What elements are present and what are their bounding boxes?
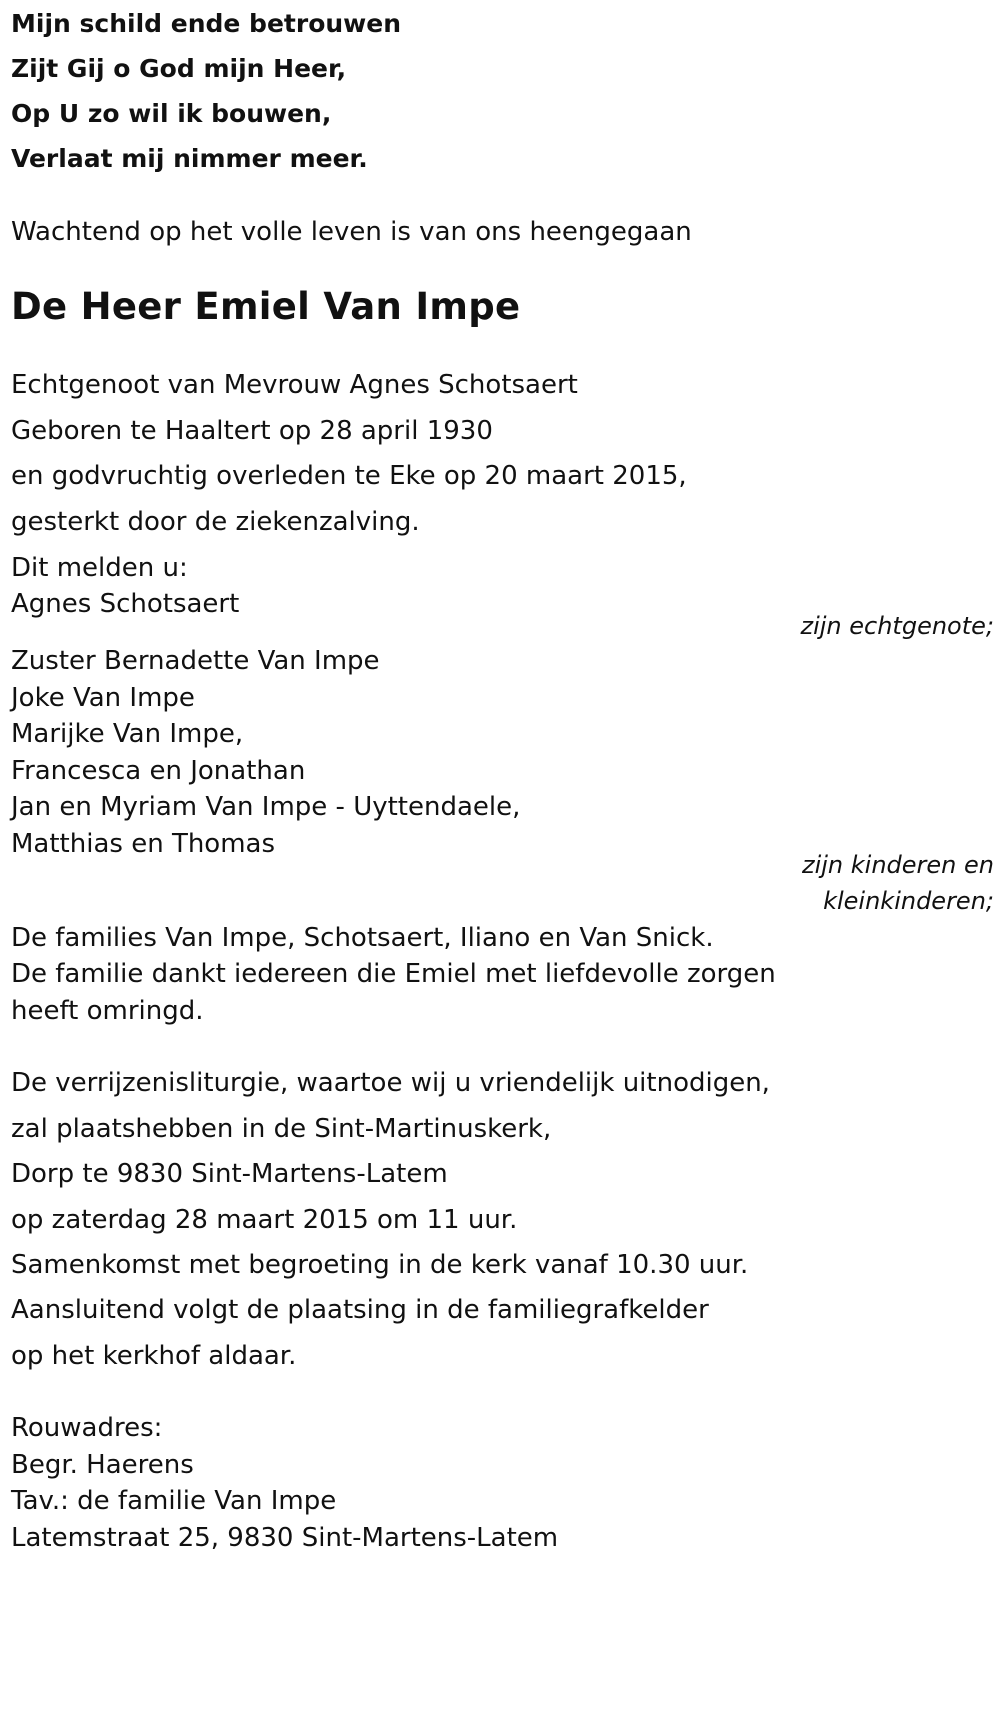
detail-death: en godvruchtig overleden te Eke op 20 maart 2015, — [11, 461, 687, 491]
spouse-role: zijn echtgenote; — [800, 612, 994, 640]
child-name: Jan en Myriam Van Impe - Uyttendaele, — [11, 792, 521, 822]
families-line-3: heeft omringd. — [11, 996, 204, 1026]
spouse-name: Agnes Schotsaert — [11, 589, 240, 619]
ceremony-line-7: op het kerkhof aldaar. — [11, 1341, 297, 1371]
detail-birth: Geboren te Haaltert op 28 april 1930 — [11, 416, 493, 446]
mourning-address-line: Tav.: de familie Van Impe — [11, 1486, 337, 1516]
child-name: Matthias en Thomas — [11, 829, 276, 859]
child-name: Francesca en Jonathan — [11, 756, 306, 786]
deceased-name: De Heer Emiel Van Impe — [11, 285, 521, 328]
poem-line-4: Verlaat mij nimmer meer. — [11, 144, 368, 173]
ceremony-line-3: Dorp te 9830 Sint-Martens-Latem — [11, 1159, 448, 1189]
mourning-address-line: Latemstraat 25, 9830 Sint-Martens-Latem — [11, 1523, 559, 1553]
ceremony-line-5: Samenkomst met begroeting in de kerk vanaf 10.30 uur. — [11, 1250, 749, 1280]
poem-line-1: Mijn schild ende betrouwen — [11, 9, 402, 38]
families-line-1: De families Van Impe, Schotsaert, Iliano en Van Snick. — [11, 923, 714, 953]
child-name: Zuster Bernadette Van Impe — [11, 646, 380, 676]
families-line-2: De familie dankt iedereen die Emiel met liefdevolle zorgen — [11, 959, 776, 989]
detail-sacrament: gesterkt door de ziekenzalving. — [11, 507, 420, 537]
intro-text: Wachtend op het volle leven is van ons heengegaan — [11, 217, 692, 247]
announcers-heading: Dit melden u: — [11, 553, 188, 583]
mourning-address-line: Begr. Haerens — [11, 1450, 194, 1480]
mourning-address-heading: Rouwadres: — [11, 1413, 163, 1443]
poem-line-3: Op U zo wil ik bouwen, — [11, 99, 332, 128]
child-name: Marijke Van Impe, — [11, 719, 244, 749]
detail-spouse: Echtgenoot van Mevrouw Agnes Schotsaert — [11, 370, 578, 400]
children-role-line-2: kleinkinderen; — [823, 887, 994, 915]
poem-line-2: Zijt Gij o God mijn Heer, — [11, 54, 347, 83]
ceremony-line-1: De verrijzenisliturgie, waartoe wij u vriendelijk uitnodigen, — [11, 1068, 770, 1098]
child-name: Joke Van Impe — [11, 683, 195, 713]
children-role-line-1: zijn kinderen en — [802, 851, 994, 879]
ceremony-line-2: zal plaatshebben in de Sint-Martinuskerk, — [11, 1114, 552, 1144]
ceremony-line-6: Aansluitend volgt de plaatsing in de familiegrafkelder — [11, 1295, 709, 1325]
ceremony-line-4: op zaterdag 28 maart 2015 om 11 uur. — [11, 1205, 518, 1235]
